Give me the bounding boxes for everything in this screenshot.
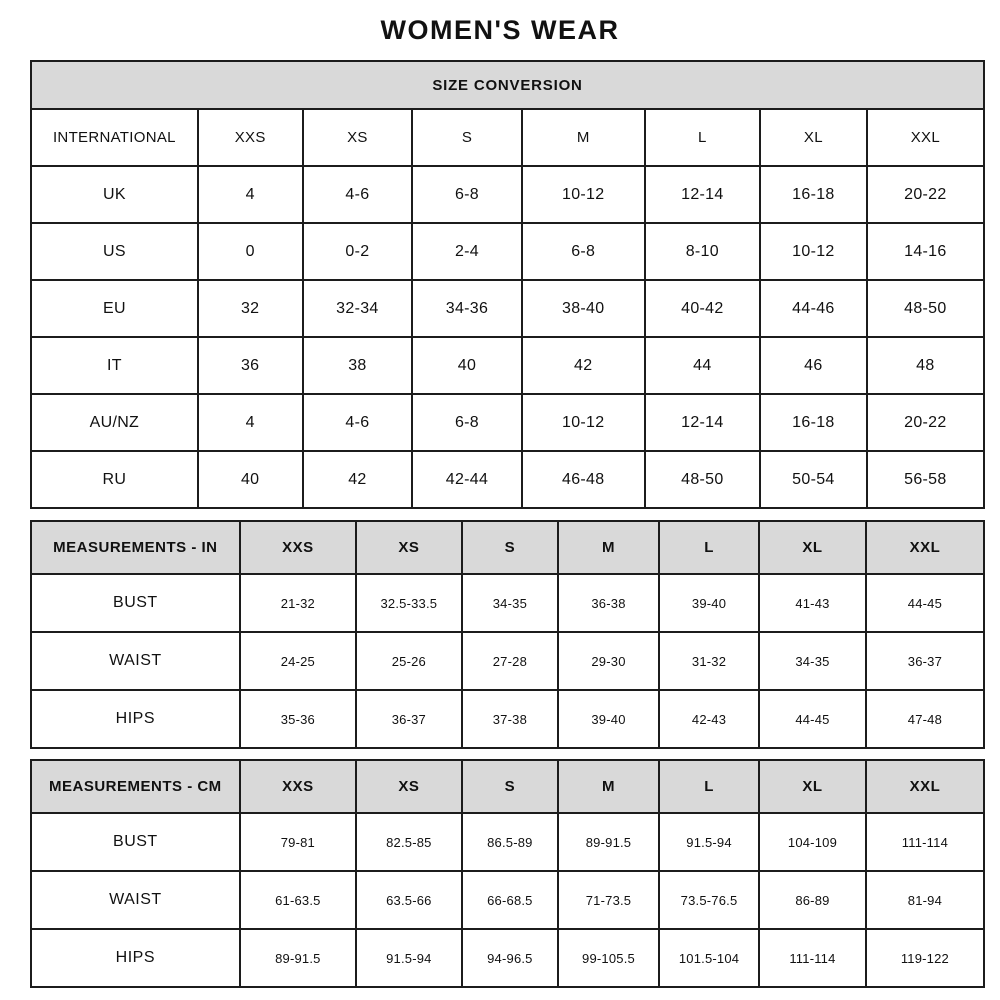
row-label: WAIST [31, 632, 240, 690]
cell: 46-48 [522, 451, 645, 508]
cell: 44-46 [760, 280, 867, 337]
page-title: WOMEN'S WEAR [380, 15, 620, 45]
cell: 34-35 [759, 632, 866, 690]
row-label: US [31, 223, 198, 280]
column-header: S [462, 760, 558, 813]
column-header: XXS [198, 109, 303, 166]
cell: 27-28 [462, 632, 558, 690]
cell: 42 [303, 451, 413, 508]
cell: 41-43 [759, 574, 866, 632]
cell: 89-91.5 [558, 813, 659, 871]
row-label: HIPS [31, 690, 240, 748]
cell: 104-109 [759, 813, 866, 871]
row-label: BUST [31, 813, 240, 871]
cell: 48-50 [645, 451, 760, 508]
cell: 48 [867, 337, 984, 394]
cell: 86.5-89 [462, 813, 558, 871]
cell: 32 [198, 280, 303, 337]
cell: 61-63.5 [240, 871, 356, 929]
cell: 39-40 [558, 690, 659, 748]
column-header: L [659, 521, 759, 574]
cell: 35-36 [240, 690, 356, 748]
column-header: INTERNATIONAL [31, 109, 198, 166]
measurements-in-header: MEASUREMENTS - IN [31, 521, 240, 574]
cell: 82.5-85 [356, 813, 462, 871]
table-row [31, 632, 984, 690]
cell: 71-73.5 [558, 871, 659, 929]
cell: 38-40 [522, 280, 645, 337]
cell: 63.5-66 [356, 871, 462, 929]
cell: 101.5-104 [659, 929, 759, 987]
cell: 94-96.5 [462, 929, 558, 987]
cell: 48-50 [867, 280, 984, 337]
cell: 12-14 [645, 394, 760, 451]
table-row [31, 690, 984, 748]
cell: 111-114 [866, 813, 984, 871]
cell: 40 [412, 337, 522, 394]
column-header: L [645, 109, 760, 166]
cell: 6-8 [412, 394, 522, 451]
table-row [31, 166, 984, 223]
column-header: XS [303, 109, 413, 166]
cell: 34-35 [462, 574, 558, 632]
cell: 38 [303, 337, 413, 394]
cell: 40-42 [645, 280, 760, 337]
column-header: M [558, 521, 659, 574]
cell: 42-44 [412, 451, 522, 508]
column-header: XL [760, 109, 867, 166]
cell: 111-114 [759, 929, 866, 987]
cell: 42 [522, 337, 645, 394]
column-header: XXL [866, 521, 984, 574]
table-row [31, 760, 984, 813]
table-row [31, 574, 984, 632]
cell: 6-8 [412, 166, 522, 223]
cell: 10-12 [760, 223, 867, 280]
cell: 40 [198, 451, 303, 508]
column-header: XS [356, 760, 462, 813]
cell: 47-48 [866, 690, 984, 748]
cell: 44-45 [866, 574, 984, 632]
row-label: AU/NZ [31, 394, 198, 451]
column-header: S [462, 521, 558, 574]
column-header: XXL [867, 109, 984, 166]
column-header: XL [759, 521, 866, 574]
cell: 44-45 [759, 690, 866, 748]
cell: 91.5-94 [659, 813, 759, 871]
cell: 36-37 [356, 690, 462, 748]
cell: 24-25 [240, 632, 356, 690]
cell: 99-105.5 [558, 929, 659, 987]
measurements-cm-table [30, 759, 985, 988]
table-row [31, 61, 984, 109]
table-row [31, 813, 984, 871]
size-conversion-table [30, 60, 985, 509]
cell: 20-22 [867, 166, 984, 223]
cell: 56-58 [867, 451, 984, 508]
cell: 4 [198, 166, 303, 223]
cell: 119-122 [866, 929, 984, 987]
cell: 0-2 [303, 223, 413, 280]
cell: 21-32 [240, 574, 356, 632]
row-label: HIPS [31, 929, 240, 987]
table-row [31, 394, 984, 451]
row-label: EU [31, 280, 198, 337]
cell: 79-81 [240, 813, 356, 871]
cell: 31-32 [659, 632, 759, 690]
cell: 10-12 [522, 394, 645, 451]
cell: 0 [198, 223, 303, 280]
cell: 16-18 [760, 394, 867, 451]
cell: 81-94 [866, 871, 984, 929]
cell: 6-8 [522, 223, 645, 280]
cell: 10-12 [522, 166, 645, 223]
cell: 89-91.5 [240, 929, 356, 987]
cell: 4-6 [303, 166, 413, 223]
table-row [31, 521, 984, 574]
table-row [31, 929, 984, 987]
cell: 86-89 [759, 871, 866, 929]
cell: 2-4 [412, 223, 522, 280]
cell: 12-14 [645, 166, 760, 223]
row-label: BUST [31, 574, 240, 632]
column-header: S [412, 109, 522, 166]
cell: 4 [198, 394, 303, 451]
cell: 36 [198, 337, 303, 394]
cell: 66-68.5 [462, 871, 558, 929]
column-header: XXS [240, 760, 356, 813]
size-conversion-header: SIZE CONVERSION [31, 61, 984, 109]
column-header: L [659, 760, 759, 813]
cell: 25-26 [356, 632, 462, 690]
column-header: XS [356, 521, 462, 574]
row-label: IT [31, 337, 198, 394]
cell: 46 [760, 337, 867, 394]
cell: 34-36 [412, 280, 522, 337]
cell: 37-38 [462, 690, 558, 748]
row-label: UK [31, 166, 198, 223]
cell: 73.5-76.5 [659, 871, 759, 929]
table-row [31, 280, 984, 337]
column-header: M [522, 109, 645, 166]
column-header: XXS [240, 521, 356, 574]
cell: 39-40 [659, 574, 759, 632]
table-row [31, 223, 984, 280]
column-header: XXL [866, 760, 984, 813]
measurements-in-table [30, 520, 985, 749]
cell: 91.5-94 [356, 929, 462, 987]
cell: 50-54 [760, 451, 867, 508]
table-row [31, 109, 984, 166]
table-row [31, 337, 984, 394]
cell: 16-18 [760, 166, 867, 223]
cell: 20-22 [867, 394, 984, 451]
cell: 36-37 [866, 632, 984, 690]
cell: 4-6 [303, 394, 413, 451]
cell: 14-16 [867, 223, 984, 280]
cell: 29-30 [558, 632, 659, 690]
cell: 36-38 [558, 574, 659, 632]
cell: 8-10 [645, 223, 760, 280]
table-row [31, 871, 984, 929]
cell: 32-34 [303, 280, 413, 337]
table-row [31, 451, 984, 508]
row-label: WAIST [31, 871, 240, 929]
column-header: M [558, 760, 659, 813]
measurements-cm-header: MEASUREMENTS - CM [31, 760, 240, 813]
row-label: RU [31, 451, 198, 508]
cell: 42-43 [659, 690, 759, 748]
cell: 32.5-33.5 [356, 574, 462, 632]
column-header: XL [759, 760, 866, 813]
cell: 44 [645, 337, 760, 394]
